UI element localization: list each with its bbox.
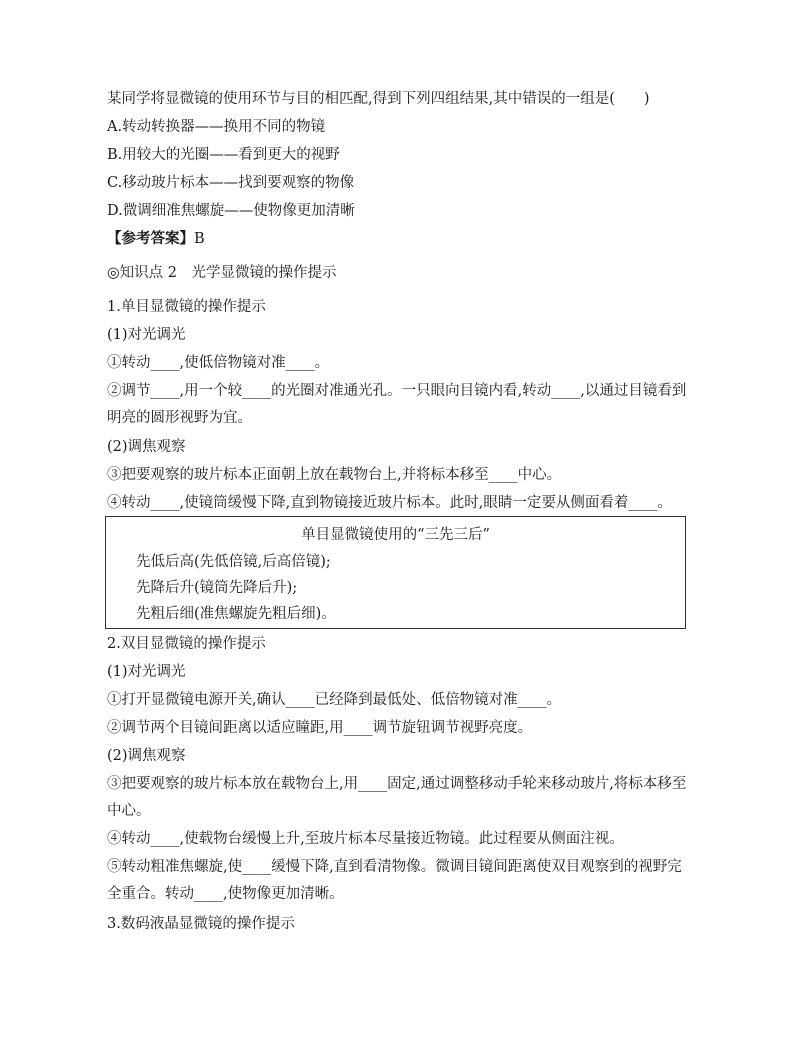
question-stem: 某同学将显微镜的使用环节与目的相匹配,得到下列四组结果,其中错误的一组是( ) xyxy=(107,91,650,107)
section2-step4: ④转动____,使载物台缓慢上升,至玻片标本尽量接近物镜。此过程要从侧面注视。 xyxy=(107,831,624,847)
tip-box-title: 单目显微镜使用的“三先三后” xyxy=(301,527,490,543)
tip-box-line-1: 先低后高(先低倍镜,后高倍镜); xyxy=(136,554,331,570)
section2-sub1: (1)对光调光 xyxy=(107,664,186,680)
section1-step4: ④转动____,使镜筒缓慢下降,直到物镜接近玻片标本。此时,眼睛一定要从侧面看着____。 xyxy=(107,495,672,511)
option-b: B.用较大的光圈——看到更大的视野 xyxy=(107,147,340,163)
option-c: C.移动玻片标本——找到要观察的物像 xyxy=(107,175,355,191)
section1-step3: ③把要观察的玻片标本正面朝上放在载物台上,并将标本移至____中心。 xyxy=(107,467,562,483)
section1-step1: ①转动____,使低倍物镜对准____。 xyxy=(107,355,330,371)
option-a: A.转动转换器——换用不同的物镜 xyxy=(107,119,326,135)
tip-box xyxy=(105,516,686,629)
section1-sub1: (1)对光调光 xyxy=(107,327,186,343)
knowledge-point-heading: ◎知识点 2 光学显微镜的操作提示 xyxy=(107,265,337,281)
section1-step2-line2: 明亮的圆形视野为宜。 xyxy=(107,410,252,426)
section2-title: 2.双目显微镜的操作提示 xyxy=(107,636,266,652)
section2-sub2: (2)调焦观察 xyxy=(107,748,186,764)
answer-value: B xyxy=(194,231,205,247)
section2-step3-line2: 中心。 xyxy=(107,803,151,819)
section1-title: 1.单目显微镜的操作提示 xyxy=(107,299,266,315)
tip-box-line-2: 先降后升(镜筒先降后升); xyxy=(136,580,298,596)
section2-step2: ②调节两个目镜间距离以适应瞳距,用____调节旋钮调节视野亮度。 xyxy=(107,720,533,736)
section1-step2-line1: ②调节____,用一个较____的光圈对准通光孔。一只眼向目镜内看,转动____,以通过目镜看到 xyxy=(107,383,687,399)
answer-label: 【参考答案】 xyxy=(107,230,194,247)
option-d: D.微调细准焦螺旋——使物像更加清晰 xyxy=(107,203,355,219)
section3-title: 3.数码液晶显微镜的操作提示 xyxy=(107,916,295,932)
section2-step5-line1: ⑤转动粗准焦螺旋,使____缓慢下降,直到看清物像。微调目镜间距离使双目观察到的视野完 xyxy=(107,859,682,875)
section1-sub2: (2)调焦观察 xyxy=(107,439,186,455)
section2-step1: ①打开显微镜电源开关,确认____已经降到最低处、低倍物镜对准____。 xyxy=(107,692,562,708)
answer-line xyxy=(107,229,205,249)
section2-step3-line1: ③把要观察的玻片标本放在载物台上,用____固定,通过调整移动手轮来移动玻片,将标本移至 xyxy=(107,776,687,792)
section2-step5-line2: 全重合。转动____,使物像更加清晰。 xyxy=(107,886,344,902)
tip-box-line-3: 先粗后细(准焦螺旋先粗后细)。 xyxy=(136,606,336,622)
